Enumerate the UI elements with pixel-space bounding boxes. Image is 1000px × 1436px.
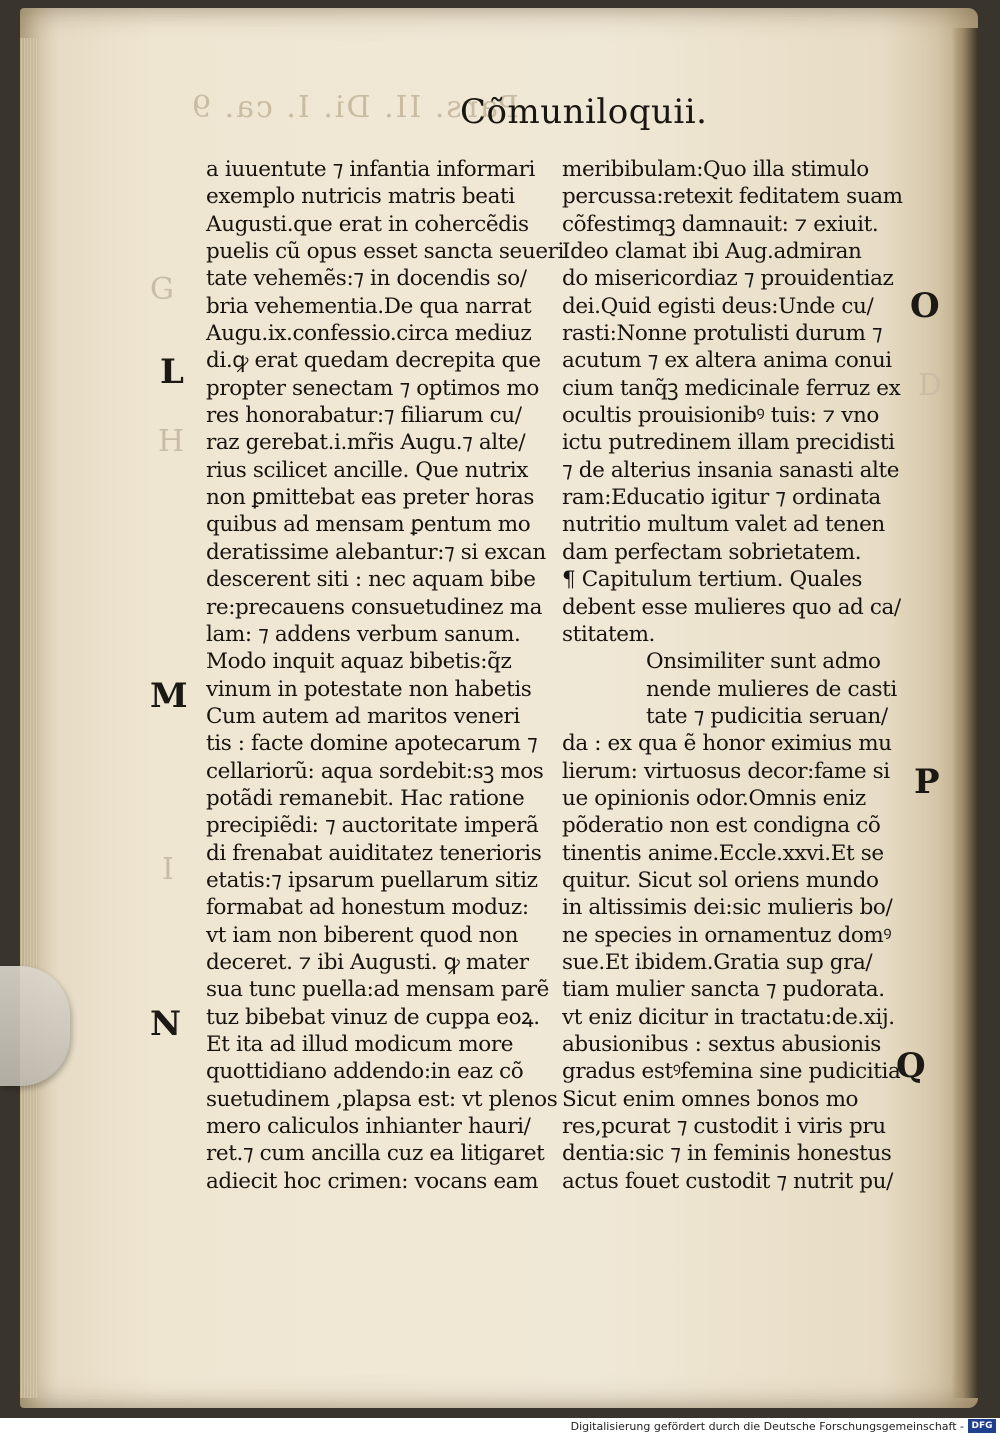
text-line: do misericordiaz ⁊ prouidentiaz [562, 266, 894, 292]
text-line: rius scilicet ancille. Que nutrix [206, 457, 528, 483]
text-line: cium tanq̃ꝫ medicinale ferruz ex [562, 375, 901, 401]
text-line: dentia:sic ⁊ in feminis honestus [562, 1141, 892, 1167]
text-line: vinum in potestate non habetis [206, 676, 532, 702]
text-line: ne species in ornamentuz domꝰ [562, 922, 892, 948]
text-line: quibus ad mensam ꝑentum mo [206, 512, 531, 538]
text-line: raz gerebat.i.mr̃is Augu.⁊ alte/ [206, 430, 526, 456]
text-line: tate ⁊ pudicitia seruan/ [646, 703, 888, 729]
faint-margin-letter: H [158, 424, 185, 459]
text-line: tate vehemẽs:⁊ in docendis so/ [206, 266, 527, 292]
text-line: meribibulam:Quo illa stimulo [562, 157, 869, 182]
text-line: Augusti.que erat in cohercẽdis [206, 211, 529, 237]
text-line: res,pcurat ⁊ custodit i viris pru [562, 1114, 886, 1140]
faint-margin-letter: D [918, 368, 943, 403]
margin-letter-left: L [160, 352, 184, 392]
text-line: dam perfectam sobrietatem. [562, 539, 862, 565]
text-line: quitur. Sicut sol oriens mundo [562, 867, 879, 893]
text-line: tinentis anime.Eccle.xxvi.Et se [562, 840, 884, 866]
text-line: precipiẽdi: ⁊ auctoritate imperã [206, 813, 539, 839]
text-line: ram:Educatio igitur ⁊ ordinata [562, 485, 881, 511]
text-line: percussa:retexit feditatem suam [562, 184, 903, 210]
chapter-heading-line: debent esse mulieres quo ad ca/ [562, 594, 901, 620]
text-line: da : ex qua ẽ honor eximius mu [562, 731, 892, 757]
text-line: deratissime alebantur:⁊ si excan [206, 539, 546, 565]
text-line: di frenabat auiditatez tenerioris [206, 840, 542, 866]
text-line: lam: ⁊ addens verbum sanum. [206, 621, 521, 647]
text-line: tis : facte domine apotecarum ⁊ [206, 731, 538, 757]
margin-letter-right: P [914, 762, 940, 802]
text-line: sua tunc puella:ad mensam parẽ [206, 977, 549, 1003]
chapter-heading-line: stitatem. [562, 621, 655, 647]
chapter-heading-line: ¶ Capitulum tertium. Quales [562, 567, 863, 593]
text-line: tuz bibebat vinuz de cuppa eoꝝ. [206, 1004, 540, 1030]
text-line: ictu putredinem illam precidisti [562, 430, 895, 456]
text-line: ue opinionis odor.Omnis eniz [562, 785, 866, 811]
text-line: Augu.ix.confessio.circa mediuz [206, 321, 532, 347]
text-line: vt eniz dicitur in tractatu:de.xij. [562, 1004, 895, 1030]
funding-credit: Digitalisierung gefördert durch die Deutsche Forschungsgemeinschaft - [570, 1420, 964, 1433]
text-line: etatis:⁊ ipsarum puellarum sitiz [206, 867, 538, 893]
text-line: gradus estꝰfemina sine pudicitia [562, 1059, 901, 1085]
faint-margin-letter: I [162, 852, 174, 887]
text-line: actus fouet custodit ⁊ nutrit pu/ [562, 1168, 893, 1194]
page-spine-shadow [952, 28, 978, 1398]
text-line: tiam mulier sancta ⁊ pudorata. [562, 977, 885, 1003]
text-line: adiecit hoc crimen: vocans eam [206, 1168, 539, 1194]
text-line: dei.Quid egisti deus:Unde cu/ [562, 293, 874, 319]
dfg-logo: DFG [968, 1419, 996, 1433]
text-line: di.ꝙ erat quedam decrepita que [206, 348, 541, 374]
text-line: deceret. ⁊ ibi Augusti. ꝙ mater [206, 949, 529, 975]
text-line: nutritio multum valet ad tenen [562, 512, 885, 538]
text-line: Onsimiliter sunt admo [646, 649, 881, 675]
page-edges [20, 38, 38, 1398]
text-line: descerent siti : nec aquam bibe [206, 567, 536, 593]
text-line: re:precauens consuetudinez ma [206, 594, 543, 620]
text-line: acutum ⁊ ex altera anima conui [562, 348, 892, 374]
text-line: Et ita ad illud modicum more [206, 1032, 514, 1057]
text-line: ⁊ de alterius insania sanasti alte [562, 457, 900, 483]
margin-letter-right: O [910, 286, 940, 326]
text-line: ret.⁊ cum ancilla cuz ea litigaret [206, 1141, 545, 1167]
text-line: cellariorũ: aqua sordebit:sꝫ mos [206, 758, 544, 784]
text-line: Cum autem ad maritos veneri [206, 703, 520, 729]
margin-letter-right: Q [896, 1046, 926, 1086]
text-line: nende mulieres de casti [646, 676, 897, 702]
left-text-column [206, 156, 564, 1195]
margin-letter-left: M [150, 676, 188, 716]
text-line: sue.Et ibidem.Gratia sup gra/ [562, 949, 873, 975]
margin-letter-left: N [150, 1004, 182, 1044]
text-line: cõfestimqꝫ damnauit: ⁊ exiuit. [562, 211, 879, 237]
running-title: Cõmuniloquii. [460, 92, 708, 132]
text-line: formabat ad honestum moduz: [206, 895, 529, 921]
text-line: quottidiano addendo:in eaz cõ [206, 1059, 524, 1085]
text-line: exemplo nutricis matris beati [206, 184, 515, 210]
text-line: bria vehementia.De qua narrat [206, 293, 532, 319]
text-line: ocultis prouisionibꝰ tuis: ⁊ vno [562, 403, 879, 429]
text-line: non ꝑmittebat eas preter horas [206, 485, 535, 511]
text-line: vt iam non biberent quod non [206, 922, 519, 948]
text-line: propter senectam ⁊ optimos mo [206, 375, 539, 401]
text-line: põderatio non est condigna cõ [562, 813, 881, 839]
text-line: Sicut enim omnes bonos mo [562, 1086, 859, 1112]
text-line: suetudinem ,plapsa est: vt plenos [206, 1086, 558, 1112]
text-line: Ideo clamat ibi Aug.admiran [562, 239, 862, 265]
text-line: abusionibus : sextus abusionis [562, 1032, 881, 1057]
text-line: rasti:Nonne protulisti durum ⁊ [562, 321, 883, 347]
text-line: puelis cũ opus esset sancta seueri [206, 239, 564, 265]
text-line: in altissimis dei:sic mulieris bo/ [562, 895, 893, 921]
text-line: a iuuentute ⁊ infantia informari [206, 157, 535, 182]
text-line: lierum: virtuosus decor:fame si [562, 758, 890, 784]
text-line: res honorabatur:⁊ filiarum cu/ [206, 403, 522, 429]
right-text-column [562, 156, 907, 1195]
bleed-through-header: Pars. II. Di. I. ca. 9 [190, 90, 519, 125]
text-line: Modo inquit aquaz bibetis:q̃z [206, 649, 512, 675]
text-line: potãdi remanebit. Hac ratione [206, 785, 525, 811]
faint-margin-letter: G [150, 272, 174, 307]
text-line: mero caliculos inhianter hauri/ [206, 1114, 531, 1140]
